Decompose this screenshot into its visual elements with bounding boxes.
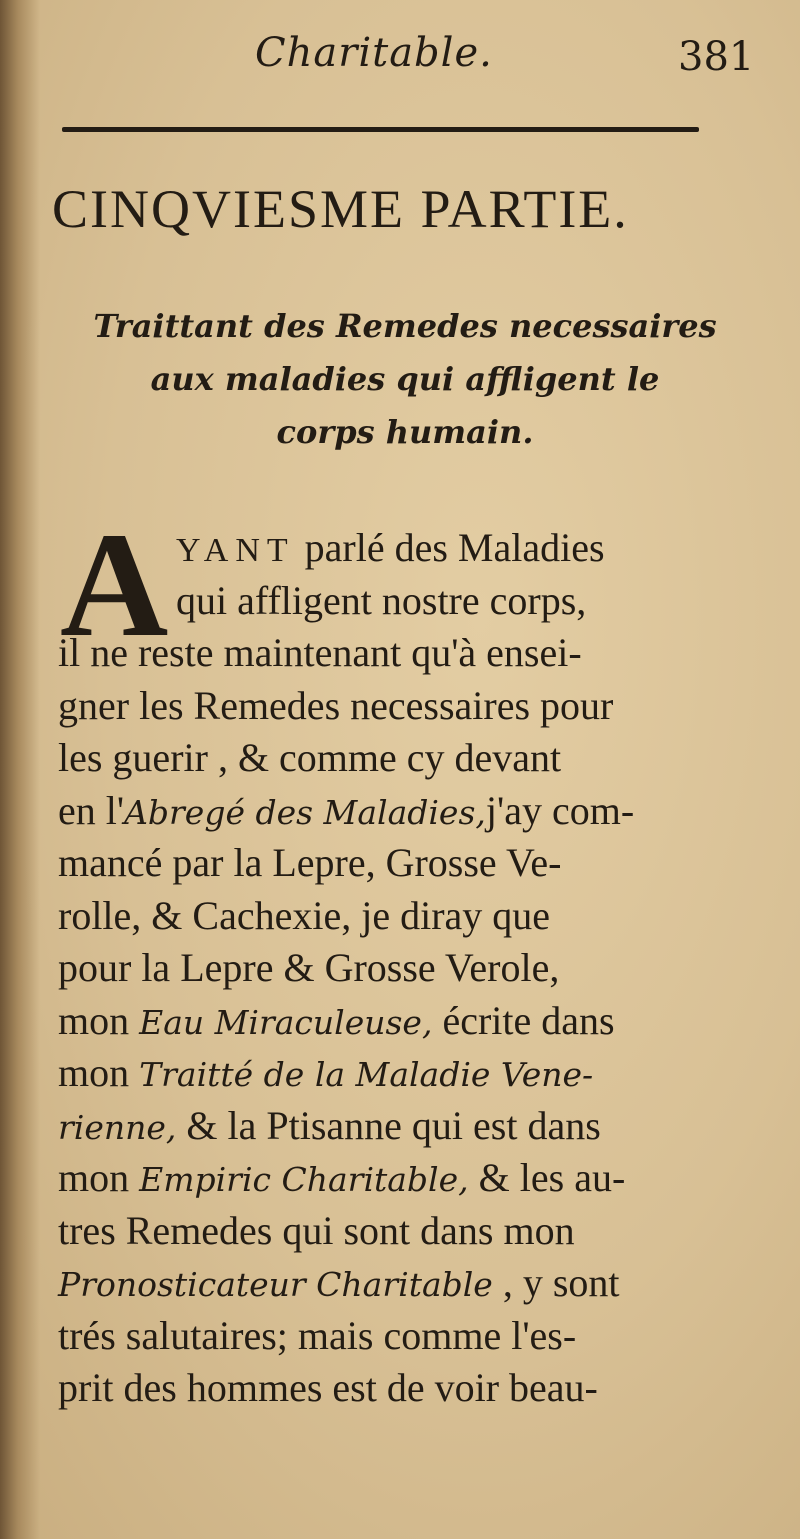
body-line: mancé par la Lepre, Grosse Ve- [58, 840, 562, 885]
part-title: CINQVIESME PARTIE. [52, 179, 629, 239]
italic-title: rienne, [58, 1107, 177, 1147]
page-number: 381 [678, 34, 755, 80]
header-rule [62, 127, 699, 132]
body-line: rolle, & Cachexie, je diray que [58, 892, 551, 938]
drop-cap: A [60, 502, 169, 668]
line-text: & les au- [468, 1155, 626, 1200]
body-line [58, 1047, 758, 1100]
body-line [58, 522, 758, 575]
binding-gutter [0, 0, 40, 1539]
line-text: , y sont [492, 1260, 620, 1305]
part-subtitle [55, 300, 755, 459]
line-text: en l' [58, 787, 125, 833]
subtitle-line: Traittant des Remedes necessaires [93, 307, 717, 345]
body-line [58, 1100, 758, 1153]
body-line: pour la Lepre & Grosse Verole, [58, 945, 560, 990]
body-line: trés salutaires; mais comme l'es- [58, 1312, 577, 1358]
body-line [58, 785, 758, 838]
line-text: mon [58, 1050, 140, 1095]
body-line: les guerir , & comme cy devant [58, 735, 562, 780]
body-line: tres Remedes qui sont dans mon [58, 1207, 575, 1253]
body-line: gner les Remedes necessaires pour [58, 682, 614, 728]
body-line [58, 1257, 758, 1310]
italic-title: Empiric Charitable, [139, 1160, 469, 1199]
line-text: mon [58, 997, 140, 1043]
body-line [58, 995, 758, 1048]
running-head: Charitable. [255, 30, 493, 76]
line-text: j'ay com- [485, 787, 635, 833]
line-text: & la Ptisanne qui est dans [176, 1102, 601, 1148]
small-caps-word: YANT [176, 532, 295, 569]
body-line: prit des hommes est de voir beau- [58, 1365, 598, 1410]
subtitle-line: corps humain. [276, 413, 534, 451]
italic-title: Eau Miraculeuse, [139, 1002, 433, 1042]
italic-title: Traitté de la Maladie Vene- [139, 1055, 594, 1094]
italic-title: Abregé des Maladies, [124, 792, 486, 832]
body-line [58, 1152, 758, 1205]
body-line: qui affligent nostre corps, [176, 577, 587, 623]
line-text: parlé des Maladies [294, 525, 605, 570]
subtitle-line: aux maladies qui affligent le [150, 360, 660, 398]
line-text: écrite dans [432, 997, 615, 1043]
body-paragraph [58, 502, 758, 1415]
body-line: il ne reste maintenant qu'à ensei- [58, 630, 582, 675]
line-text: mon [58, 1155, 140, 1200]
italic-title: Pronosticateur Charitable [58, 1265, 493, 1304]
